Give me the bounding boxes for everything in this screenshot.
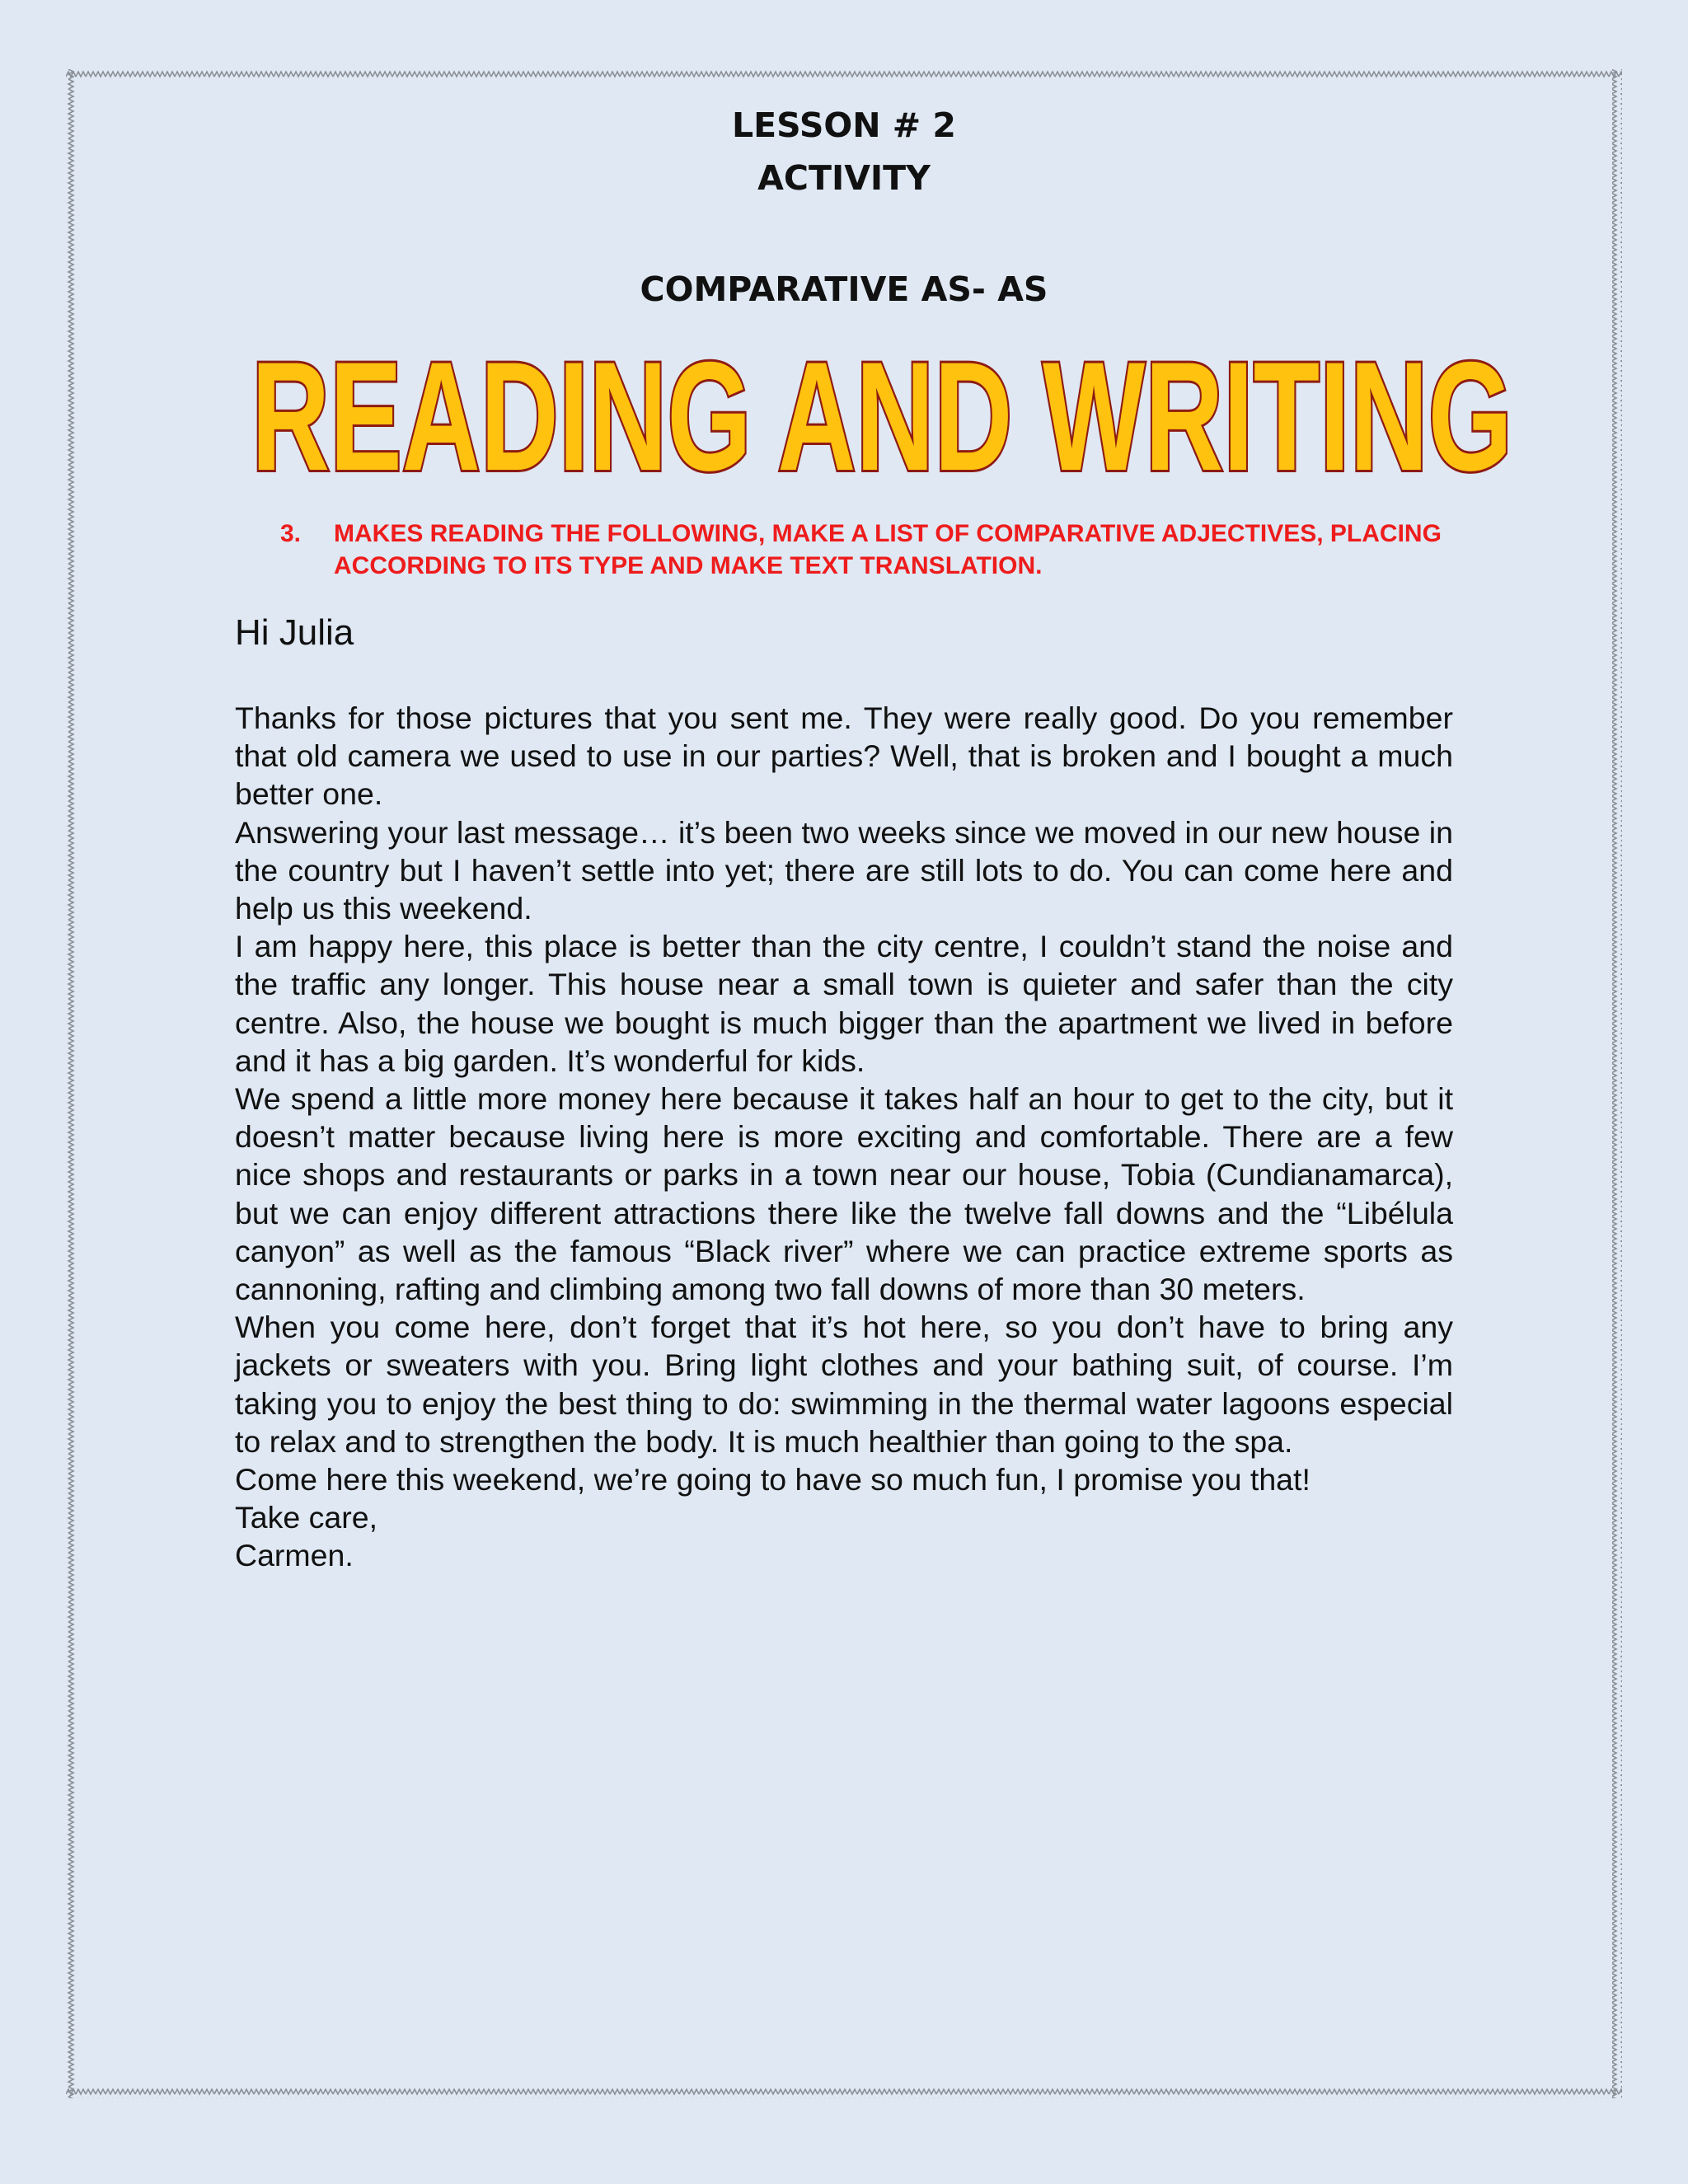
letter-greeting: Hi Julia	[235, 612, 354, 653]
instruction-number: 3.	[280, 520, 302, 547]
letter-closing: Take care,	[235, 1500, 377, 1535]
instruction-text: MAKES READING THE FOLLOWING, MAKE A LIST OF COMPARATIVE ADJECTIVES, PLACING ACCORDING TO ITS TYPE AND MAKE TEXT TRANSLATION.	[334, 520, 1442, 579]
letter-paragraph: When you come here, don’t forget that it’s hot here, so you don’t have to bring any jackets or sweaters with you. Bring light clothes and your bathing suit, of course. I’m taking you to enjoy the best thing to do: swimming in the thermal water lagoons especial to relax and to strengthen the body. It is much healthier than going to the spa.	[235, 1310, 1453, 1459]
letter-paragraph: We spend a little more money here because it takes half an hour to get to the city, but it doesn’t matter because living here is more exciting and comfortable. There are a few nice shops and restaurants or parks in a town near our house, Tobia (Cundianamarca), but we can enjoy different attractions there like the twelve fall downs and the “Libélula canyon” as well as the famous “Black river” where we can practice extreme sports as cannoning, rafting and climbing among two fall downs of more than 30 meters.	[235, 1081, 1453, 1307]
letter-paragraph: I am happy here, this place is better than the city centre, I couldn’t stand the noise and the traffic any longer. This house near a small town is quieter and safer than the city centre. Also, the house we bought is much bigger than the apartment we lived in before and it has a big garden. It’s wonderful for kids.	[235, 929, 1453, 1078]
letter-body	[235, 699, 1453, 1575]
banner-text: READING AND WRITING	[251, 346, 1512, 486]
letter-paragraph: Come here this weekend, we’re going to have so much fun, I promise you that!	[235, 1462, 1311, 1497]
activity-heading: ACTIVITY	[757, 158, 931, 198]
letter-paragraph: Answering your last message… it’s been two weeks since we moved in our new house in the country but I haven’t settle into yet; there are still lots to do. You can come here and help us this weekend.	[235, 814, 1453, 926]
lesson-heading: LESSON # 2	[732, 105, 956, 145]
letter-paragraph: Thanks for those pictures that you sent me. They were really good. Do you remember that old camera we used to use in our parties? Well, that is broken and I bought a much better one.	[235, 701, 1453, 812]
letter-signature: Carmen.	[235, 1538, 354, 1573]
instructions	[280, 518, 1467, 582]
reading-and-writing-banner	[247, 346, 1517, 486]
topic-heading: COMPARATIVE AS- AS	[640, 269, 1048, 309]
